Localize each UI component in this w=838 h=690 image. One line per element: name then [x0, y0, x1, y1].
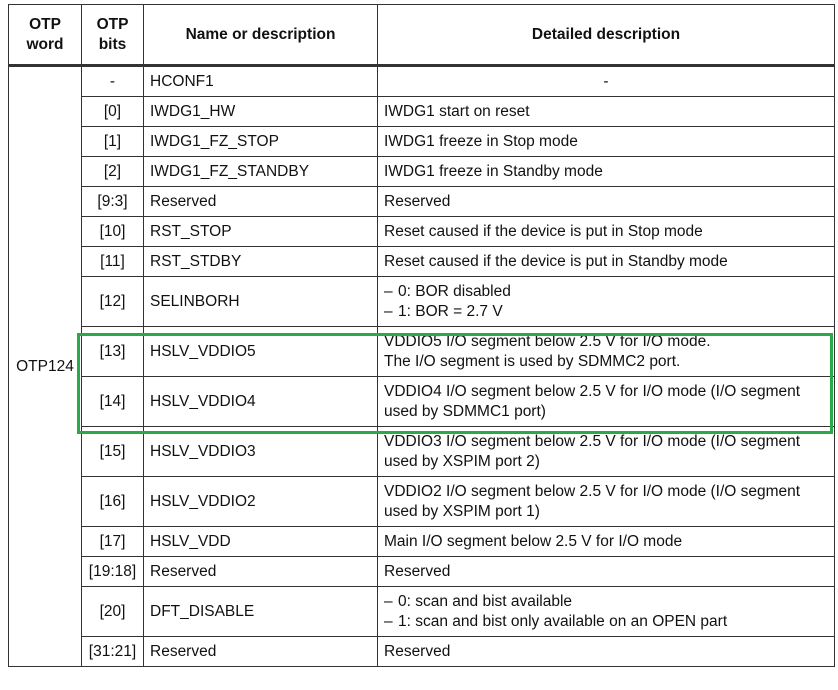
name-cell: RST_STDBY [144, 247, 378, 277]
table-row [9, 127, 835, 157]
dash-bullet: – [384, 282, 393, 300]
name-cell: HSLV_VDDIO4 [144, 377, 378, 427]
table-row [9, 327, 835, 377]
name-cell: HSLV_VDDIO2 [144, 477, 378, 527]
bits-cell: [9:3] [82, 187, 144, 217]
bits-cell: [16] [82, 477, 144, 527]
table-row [9, 527, 835, 557]
table-row [9, 97, 835, 127]
table-row [9, 187, 835, 217]
header-otp-bits: OTP bits [82, 5, 144, 66]
detail-text: 0: scan and bist available [398, 592, 573, 610]
name-cell: HCONF1 [144, 66, 378, 97]
dash-bullet: – [384, 302, 393, 320]
otp-table [8, 4, 835, 667]
detail-line: Reset caused if the device is put in Standby mode [384, 252, 728, 270]
detail-line: VDDIO5 I/O segment below 2.5 V for I/O mode. [384, 332, 711, 350]
detail-line: Main I/O segment below 2.5 V for I/O mode [384, 532, 683, 550]
bits-cell: [1] [82, 127, 144, 157]
header-name: Name or description [144, 5, 378, 66]
table-row [9, 587, 835, 637]
detail-cell [378, 187, 835, 217]
dash-bullet: – [384, 612, 393, 630]
table-row [9, 247, 835, 277]
name-cell: IWDG1_HW [144, 97, 378, 127]
bits-cell: [15] [82, 427, 144, 477]
dash-bullet: – [384, 592, 393, 610]
detail-line [384, 592, 828, 612]
bits-cell: [14] [82, 377, 144, 427]
detail-line: IWDG1 freeze in Standby mode [384, 162, 603, 180]
bits-cell: [13] [82, 327, 144, 377]
detail-line: Reset caused if the device is put in Stop mode [384, 222, 703, 240]
bits-cell: [17] [82, 527, 144, 557]
detail-cell [378, 327, 835, 377]
name-cell: HSLV_VDD [144, 527, 378, 557]
detail-cell [378, 427, 835, 477]
detail-line: - [603, 72, 609, 90]
detail-cell [378, 637, 835, 667]
name-cell: DFT_DISABLE [144, 587, 378, 637]
detail-text: 0: BOR disabled [398, 282, 511, 300]
header-detail: Detailed description [378, 5, 835, 66]
detail-line: IWDG1 start on reset [384, 102, 530, 120]
name-cell: HSLV_VDDIO3 [144, 427, 378, 477]
table-row [9, 377, 835, 427]
detail-line: Reserved [384, 642, 451, 660]
detail-line [384, 612, 828, 632]
detail-text: 1: BOR = 2.7 V [398, 302, 503, 320]
table-row [9, 557, 835, 587]
detail-cell [378, 377, 835, 427]
bits-cell: [20] [82, 587, 144, 637]
bits-cell: - [82, 66, 144, 97]
detail-text: 1: scan and bist only available on an OPEN part [398, 612, 728, 630]
name-cell: HSLV_VDDIO5 [144, 327, 378, 377]
detail-line: VDDIO2 I/O segment below 2.5 V for I/O mode (I/O segment [384, 482, 801, 500]
name-cell: Reserved [144, 187, 378, 217]
detail-line: used by SDMMC1 port) [384, 402, 546, 420]
header-otp-word: OTP word [9, 5, 82, 66]
detail-line [384, 302, 828, 322]
bits-cell: [2] [82, 157, 144, 187]
detail-cell [378, 157, 835, 187]
detail-cell [378, 217, 835, 247]
table-row [9, 637, 835, 667]
bits-cell: [10] [82, 217, 144, 247]
table-row [9, 277, 835, 327]
detail-cell [378, 247, 835, 277]
name-cell: Reserved [144, 637, 378, 667]
bits-cell: [0] [82, 97, 144, 127]
detail-cell [378, 527, 835, 557]
name-cell: SELINBORH [144, 277, 378, 327]
detail-cell [378, 277, 835, 327]
detail-line: The I/O segment is used by SDMMC2 port. [384, 352, 681, 370]
detail-cell [378, 557, 835, 587]
bits-cell: [12] [82, 277, 144, 327]
table-row [9, 427, 835, 477]
table-row [9, 66, 835, 97]
table-row [9, 217, 835, 247]
detail-line: VDDIO4 I/O segment below 2.5 V for I/O mode (I/O segment [384, 382, 801, 400]
detail-line: used by XSPIM port 1) [384, 502, 540, 520]
detail-line: Reserved [384, 562, 451, 580]
bits-cell: [31:21] [82, 637, 144, 667]
detail-line [384, 282, 828, 302]
detail-cell [378, 587, 835, 637]
detail-cell [378, 66, 835, 97]
name-cell: IWDG1_FZ_STOP [144, 127, 378, 157]
table-row [9, 477, 835, 527]
name-cell: Reserved [144, 557, 378, 587]
name-cell: RST_STOP [144, 217, 378, 247]
detail-line: VDDIO3 I/O segment below 2.5 V for I/O mode (I/O segment [384, 432, 801, 450]
detail-line: used by XSPIM port 2) [384, 452, 540, 470]
table-header-row [9, 5, 835, 66]
table-row [9, 157, 835, 187]
name-cell: IWDG1_FZ_STANDBY [144, 157, 378, 187]
detail-line: IWDG1 freeze in Stop mode [384, 132, 578, 150]
detail-cell [378, 127, 835, 157]
bits-cell: [19:18] [82, 557, 144, 587]
detail-line: Reserved [384, 192, 451, 210]
detail-cell [378, 477, 835, 527]
bits-cell: [11] [82, 247, 144, 277]
detail-cell [378, 97, 835, 127]
otp-word-cell: OTP124 [9, 66, 82, 667]
